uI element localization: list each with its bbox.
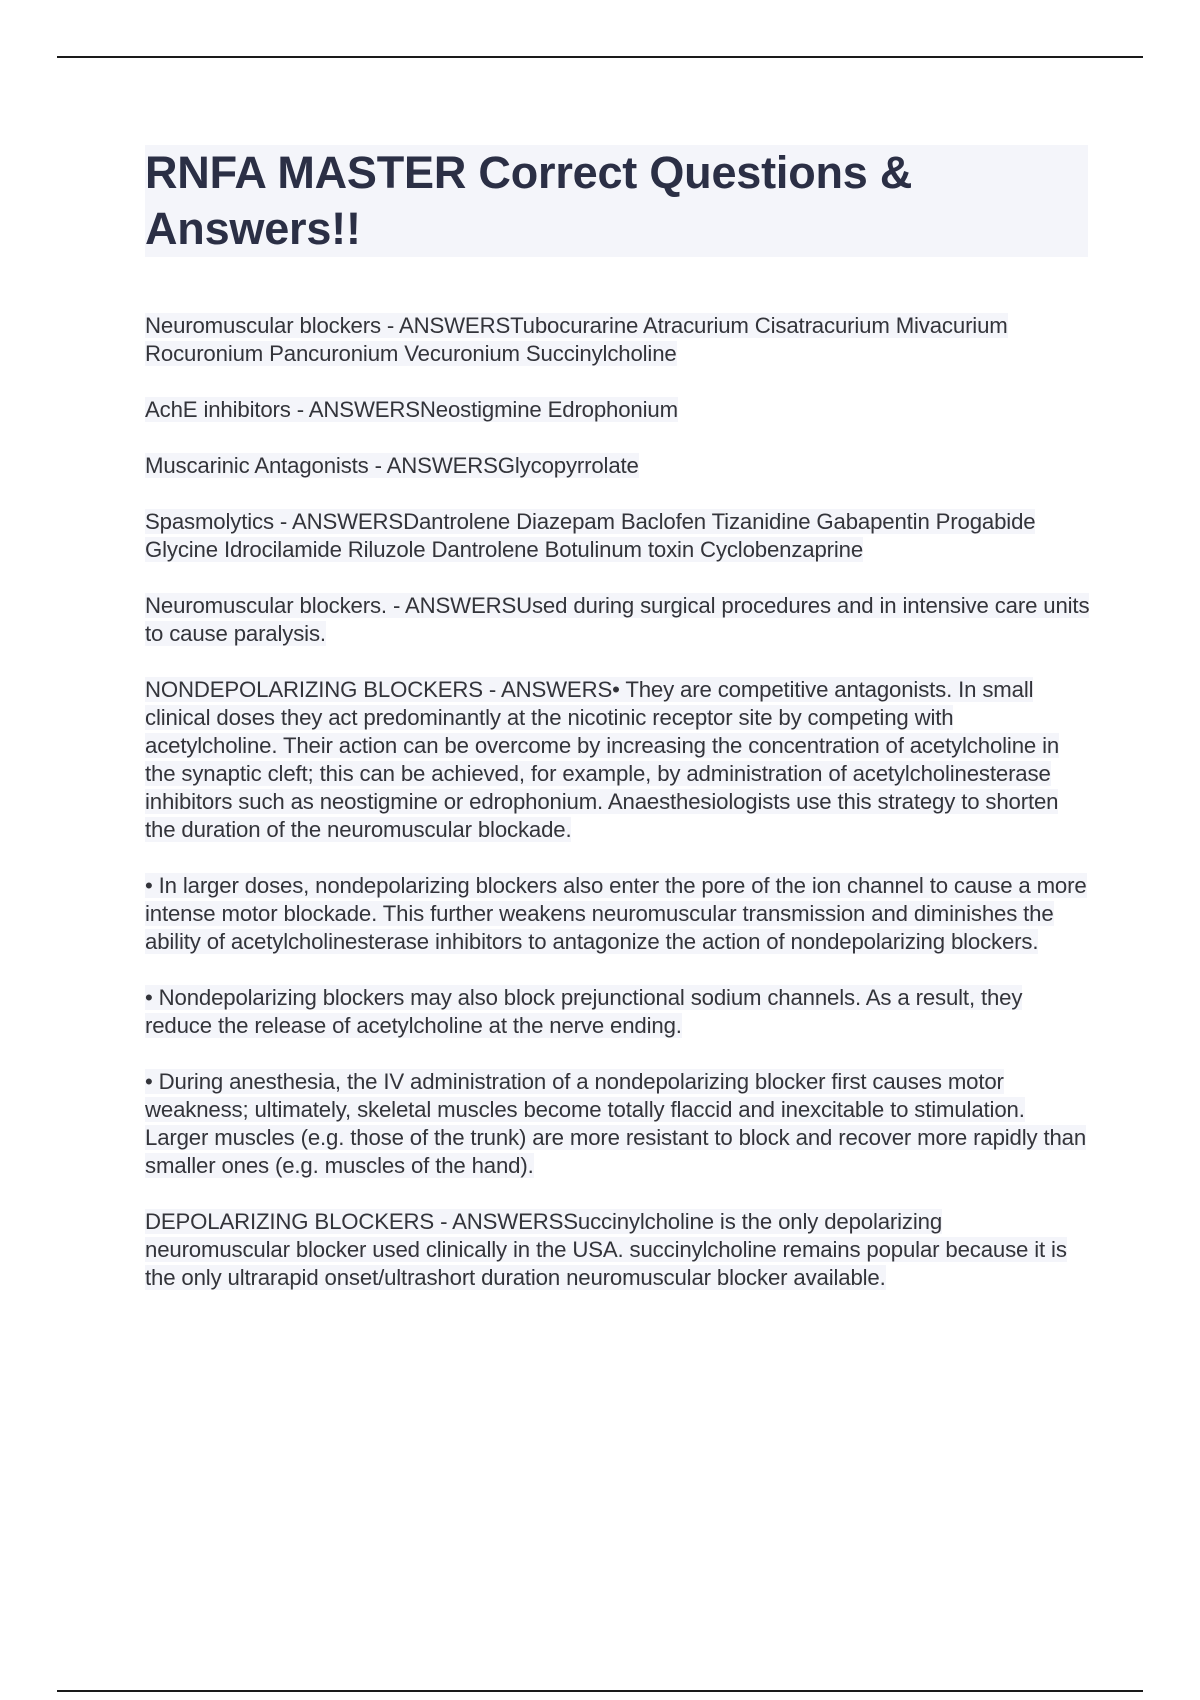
qa-entry: Muscarinic Antagonists - ANSWERSGlycopyrrolate xyxy=(145,453,639,478)
qa-entry: Neuromuscular blockers - ANSWERSTubocurarine Atracurium Cisatracurium Mivacurium Rocuronium Pancuronium Vecuronium Succinylcholine xyxy=(145,313,1008,366)
qa-entry: AchE inhibitors - ANSWERSNeostigmine Edrophonium xyxy=(145,397,678,422)
title-block xyxy=(145,145,1088,257)
qa-entry: Neuromuscular blockers. - ANSWERSUsed during surgical procedures and in intensive care units to cause paralysis. xyxy=(145,593,1090,646)
qa-entry: NONDEPOLARIZING BLOCKERS - ANSWERS• They are competitive antagonists. In small clinical doses they act predominantly at the nicotinic receptor site by competing with acetylcholine. Their action can be overcome by increasing the concentration of acetylcholine in the synaptic cleft; this can be achieved, for example, by administration of acetylcholinesterase inhibitors such as neostigmine or edrophonium. Anaesthesiologists use this strategy to shorten the duration of the neuromuscular blockade. xyxy=(145,677,1060,842)
footer-rule xyxy=(57,1690,1143,1692)
qa-list xyxy=(145,312,1090,1320)
header-rule xyxy=(57,56,1143,58)
qa-entry: Spasmolytics - ANSWERSDantrolene Diazepam Baclofen Tizanidine Gabapentin Progabide Glycine Idrocilamide Riluzole Dantrolene Botulinum toxin Cyclobenzaprine xyxy=(145,509,1036,562)
qa-entry: • In larger doses, nondepolarizing blockers also enter the pore of the ion channel to cause a more intense motor blockade. This further weakens neuromuscular transmission and diminishes the ability of acetylcholinesterase inhibitors to antagonize the action of nondepolarizing blockers. xyxy=(145,873,1087,954)
qa-entry: DEPOLARIZING BLOCKERS - ANSWERSSuccinylcholine is the only depolarizing neuromuscular blocker used clinically in the USA. succinylcholine remains popular because it is the only ultrarapid onset/ultrashort duration neuromuscular blocker available. xyxy=(145,1209,1067,1290)
qa-entry: • During anesthesia, the IV administration of a nondepolarizing blocker first causes motor weakness; ultimately, skeletal muscles become totally flaccid and inexcitable to stimulation. Larger muscles (e.g. those of the trunk) are more resistant to block and recover more rapidly than smaller ones (e.g. muscles of the hand). xyxy=(145,1069,1087,1178)
document-title: RNFA MASTER Correct Questions & Answers!! xyxy=(145,147,913,254)
qa-entry: • Nondepolarizing blockers may also block prejunctional sodium channels. As a result, they reduce the release of acetylcholine at the nerve ending. xyxy=(145,985,1023,1038)
